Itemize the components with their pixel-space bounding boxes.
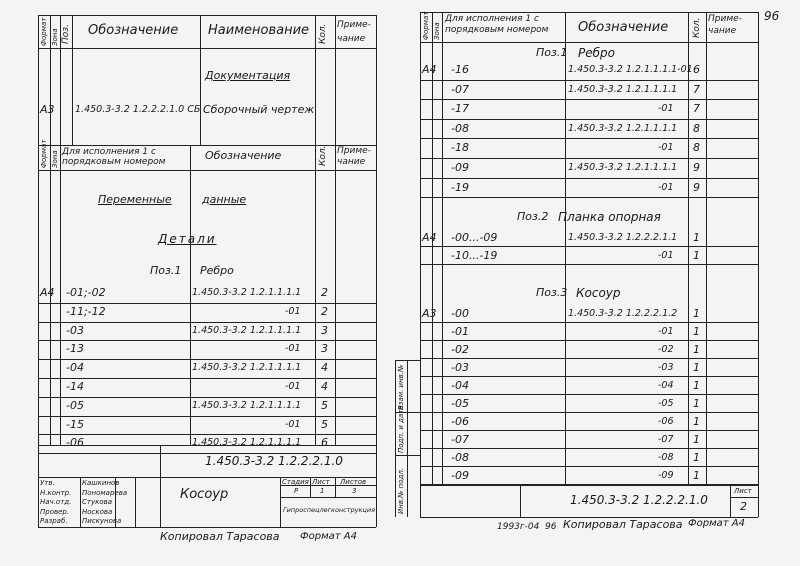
left-assembly-format: А3 [40, 103, 55, 116]
left-item-name: Косоур [180, 487, 229, 502]
row-code: -01 [658, 250, 674, 261]
row-divider [420, 158, 758, 159]
role-label: Утв. [40, 479, 55, 487]
row-divider [420, 358, 758, 359]
row-divider [420, 484, 758, 485]
row-variant: -01 [451, 325, 469, 338]
row-qty: 1 [693, 249, 700, 262]
row-variant: -07 [451, 82, 469, 96]
right-pos2-name: Планка опорная [558, 210, 661, 224]
left-sheet-label: Лист [312, 478, 330, 486]
row-divider [38, 416, 376, 417]
row-divider [38, 434, 376, 435]
row-variant: -05 [66, 398, 84, 412]
left-sub-zone: Зона [51, 150, 59, 168]
row-code: 1.450.3-3.2 1.2.1.1.1.1 [192, 437, 302, 449]
row-format: А4 [422, 231, 437, 244]
right-footer-sheet-value: 2 [740, 500, 747, 513]
row-variant: -04 [451, 379, 469, 392]
row-code: 1.450.3-3.2 1.2.1.1.1.1 [192, 362, 302, 374]
left-header-designation: Обозначение [88, 23, 179, 38]
right-side-label-3: Инв.№ подл. [397, 467, 405, 514]
row-qty: 2 [321, 286, 328, 299]
row-qty: 1 [693, 379, 700, 392]
row-code: -01 [285, 305, 301, 317]
right-header-format: Формат [422, 11, 430, 40]
row-code: 1.450.3-3.2 1.2.2.2.1.1 [568, 232, 678, 243]
row-code: 1.450.3-3.2 1.2.1.1.1.1 [192, 399, 302, 411]
row-code: 1.450.3-3.2 1.2.1.1.1.1 [568, 83, 678, 95]
left-assembly-code: 1.450.3-3.2 1.2.2.2.1.0 СБ [75, 104, 201, 115]
left-org: Гипроспецлегконструкция [283, 506, 375, 514]
role-name: Стукова [82, 498, 113, 507]
row-variant: -07 [451, 433, 469, 446]
row-divider [38, 322, 376, 323]
left-documentation-title: Документация [205, 69, 291, 82]
left-header-name: Наименование [208, 23, 310, 38]
row-divider [38, 340, 376, 341]
right-footer-code: 1.450.3-3.2 1.2.2.2.1.0 [570, 493, 708, 507]
row-variant: -06 [451, 415, 469, 428]
row-variant: -09 [451, 161, 469, 174]
left-pos-label: Поз.1 [150, 264, 182, 277]
row-qty: 1 [693, 433, 700, 446]
row-qty: 8 [693, 121, 700, 135]
row-qty: 4 [321, 361, 328, 375]
row-variant: -13 [66, 342, 84, 356]
row-variant: -00 [451, 307, 469, 320]
row-variant: -00...-09 [451, 231, 498, 244]
row-qty: 1 [693, 343, 700, 356]
row-qty: 1 [693, 231, 700, 244]
right-header-note: Приме-чание [708, 14, 742, 36]
row-divider [420, 197, 758, 198]
row-qty: 4 [321, 380, 328, 393]
row-divider [420, 246, 758, 247]
left-footer-copied: Копировал Тарасова [160, 530, 280, 543]
row-qty: 9 [693, 180, 700, 194]
row-variant: -02 [451, 343, 469, 356]
row-code: -09 [658, 470, 674, 481]
row-qty: 1 [693, 415, 700, 428]
row-code: -02 [658, 344, 674, 355]
row-qty: 7 [693, 102, 700, 116]
left-header-format: Формат [40, 17, 48, 46]
row-qty: 9 [693, 161, 700, 174]
row-code: -01 [658, 142, 674, 154]
row-divider [420, 376, 758, 377]
row-code: 1.450.3-3.2 1.2.2.2.1.2 [568, 308, 678, 319]
right-footer-sheet-label: Лист [734, 487, 752, 495]
row-variant: -14 [66, 380, 84, 393]
row-divider [420, 178, 758, 179]
row-code: -07 [658, 434, 674, 445]
row-code: -08 [658, 452, 674, 463]
role-name: Кашкинов [82, 479, 120, 487]
row-variant: -19 [451, 180, 469, 194]
right-pos3-label: Поз.3 [536, 286, 568, 299]
row-variant: -03 [451, 361, 469, 374]
row-divider [38, 303, 376, 304]
row-qty: 2 [321, 304, 328, 318]
right-pos2-label: Поз.2 [517, 210, 549, 223]
left-header-qty: Кол. [318, 23, 328, 44]
row-divider [38, 397, 376, 398]
row-code: -05 [658, 398, 674, 409]
row-qty: 6 [693, 63, 700, 76]
row-divider [420, 264, 758, 265]
row-format: А4 [40, 286, 55, 299]
row-qty: 1 [693, 325, 700, 338]
left-header-pos: Поз. [61, 24, 71, 44]
row-variant: -08 [451, 451, 469, 464]
left-parts-title: Детали [158, 232, 217, 246]
row-variant: -10...-19 [451, 249, 498, 262]
row-code: -01 [658, 326, 674, 337]
row-qty: 5 [321, 417, 328, 431]
right-footer-copied: Копировал Тарасова [563, 518, 683, 531]
row-code: 1.450.3-3.2 1.2.1.1.1.1 [568, 162, 678, 173]
row-qty: 3 [321, 323, 328, 337]
row-code: -04 [658, 380, 674, 391]
right-header-zone: Зона [433, 22, 441, 40]
right-side-label-2: Подп. и дата [397, 405, 405, 453]
role-name: Носкова [82, 507, 113, 516]
left-doc-code: 1.450.3-3.2 1.2.2.2.1.0 [205, 454, 343, 468]
row-format: А3 [422, 307, 437, 320]
row-divider [420, 394, 758, 395]
row-code: -01 [658, 181, 674, 193]
row-variant: -15 [66, 417, 84, 431]
row-divider [420, 322, 758, 323]
left-sub-qty: Кол. [318, 145, 328, 166]
row-code: -01 [285, 343, 301, 355]
row-variant: -03 [66, 323, 84, 337]
role-label: Разраб. [40, 517, 68, 526]
row-qty: 1 [693, 451, 700, 464]
right-side-label-1: Взам. инв.№ [397, 364, 405, 410]
row-variant: -09 [451, 469, 469, 482]
row-divider [420, 430, 758, 431]
row-divider [420, 99, 758, 100]
right-header-qty: Кол. [692, 17, 702, 38]
corner-page-number: 96 [764, 9, 780, 23]
left-sheet-value: 1 [320, 487, 325, 495]
row-divider [420, 340, 758, 341]
row-divider [420, 412, 758, 413]
right-pos3-name: Косоур [576, 286, 621, 300]
row-qty: 1 [693, 469, 700, 482]
row-divider [420, 80, 758, 81]
row-code: 1.450.3-3.2 1.2.1.1.1.1 [192, 324, 302, 336]
left-stage-value: Р [294, 487, 299, 495]
row-divider [38, 378, 376, 379]
right-footer-stamp: 1993г-04 [497, 522, 540, 532]
role-label: Н.контр. [40, 488, 72, 497]
right-footer-format: Формат А4 [688, 518, 745, 529]
left-sheets-value: 3 [352, 487, 357, 495]
left-assembly-name: Сборочный чертеж [203, 103, 315, 116]
role-label: Провер. [40, 507, 70, 516]
row-code: 1.450.3-3.2 1.2.1.1.1.1-01 [568, 64, 693, 75]
left-header-zone: Зона [51, 28, 59, 46]
right-footer-stamp-num: 96 [545, 522, 557, 532]
left-sub-designation: Обозначение [205, 149, 282, 162]
row-qty: 7 [693, 82, 700, 96]
role-name: Пономарева [82, 488, 128, 497]
row-divider [420, 138, 758, 139]
left-stage-label: Стадия [282, 478, 309, 486]
row-divider [420, 466, 758, 467]
row-variant: -16 [451, 63, 469, 76]
row-code: 1.450.3-3.2 1.2.1.1.1.1 [568, 122, 678, 134]
role-label: Нач.отд. [40, 498, 72, 507]
left-sub-note: Приме-чание [337, 146, 371, 167]
row-divider [38, 359, 376, 360]
row-variant: -08 [451, 121, 469, 135]
row-qty: 5 [321, 398, 328, 412]
row-divider [420, 448, 758, 449]
right-header-variant: Для исполнения 1 с порядковым номером [445, 14, 549, 35]
row-qty: 1 [693, 361, 700, 374]
row-qty: 6 [321, 436, 328, 450]
left-footer-format: Формат А4 [300, 531, 357, 542]
row-format: А4 [422, 63, 437, 76]
row-code: -06 [658, 416, 674, 427]
row-variant: -05 [451, 397, 469, 410]
row-code: -01 [285, 381, 301, 392]
row-qty: 3 [321, 342, 328, 356]
row-code: -01 [658, 103, 674, 115]
row-variant: -11;-12 [66, 304, 106, 318]
row-qty: 8 [693, 141, 700, 155]
row-code: 1.450.3-3.2 1.2.1.1.1.1 [192, 287, 302, 298]
row-variant: -01;-02 [66, 286, 106, 299]
row-code: -03 [658, 362, 674, 373]
left-variable-1: Переменные [98, 193, 172, 206]
left-header-note: Приме-чание [337, 20, 371, 44]
left-pos-name: Ребро [200, 264, 234, 277]
left-sheets-label: Листов [340, 478, 367, 486]
row-qty: 1 [693, 397, 700, 410]
right-header-designation: Обозначение [578, 20, 669, 35]
row-variant: -17 [451, 102, 469, 116]
row-qty: 1 [693, 307, 700, 320]
row-divider [420, 119, 758, 120]
role-name: Пискунова [82, 517, 122, 526]
left-sub-format: Формат [40, 139, 48, 168]
left-sub-variant: Для исполнения 1 с порядковым номером [62, 147, 166, 167]
right-pos1-label: Поз.1 [536, 46, 568, 59]
right-pos1-name: Ребро [578, 46, 615, 60]
left-variable-2: данные [202, 193, 247, 206]
row-variant: -06 [66, 436, 84, 450]
row-variant: -18 [451, 141, 469, 155]
row-code: -01 [285, 418, 301, 430]
row-variant: -04 [66, 361, 84, 375]
